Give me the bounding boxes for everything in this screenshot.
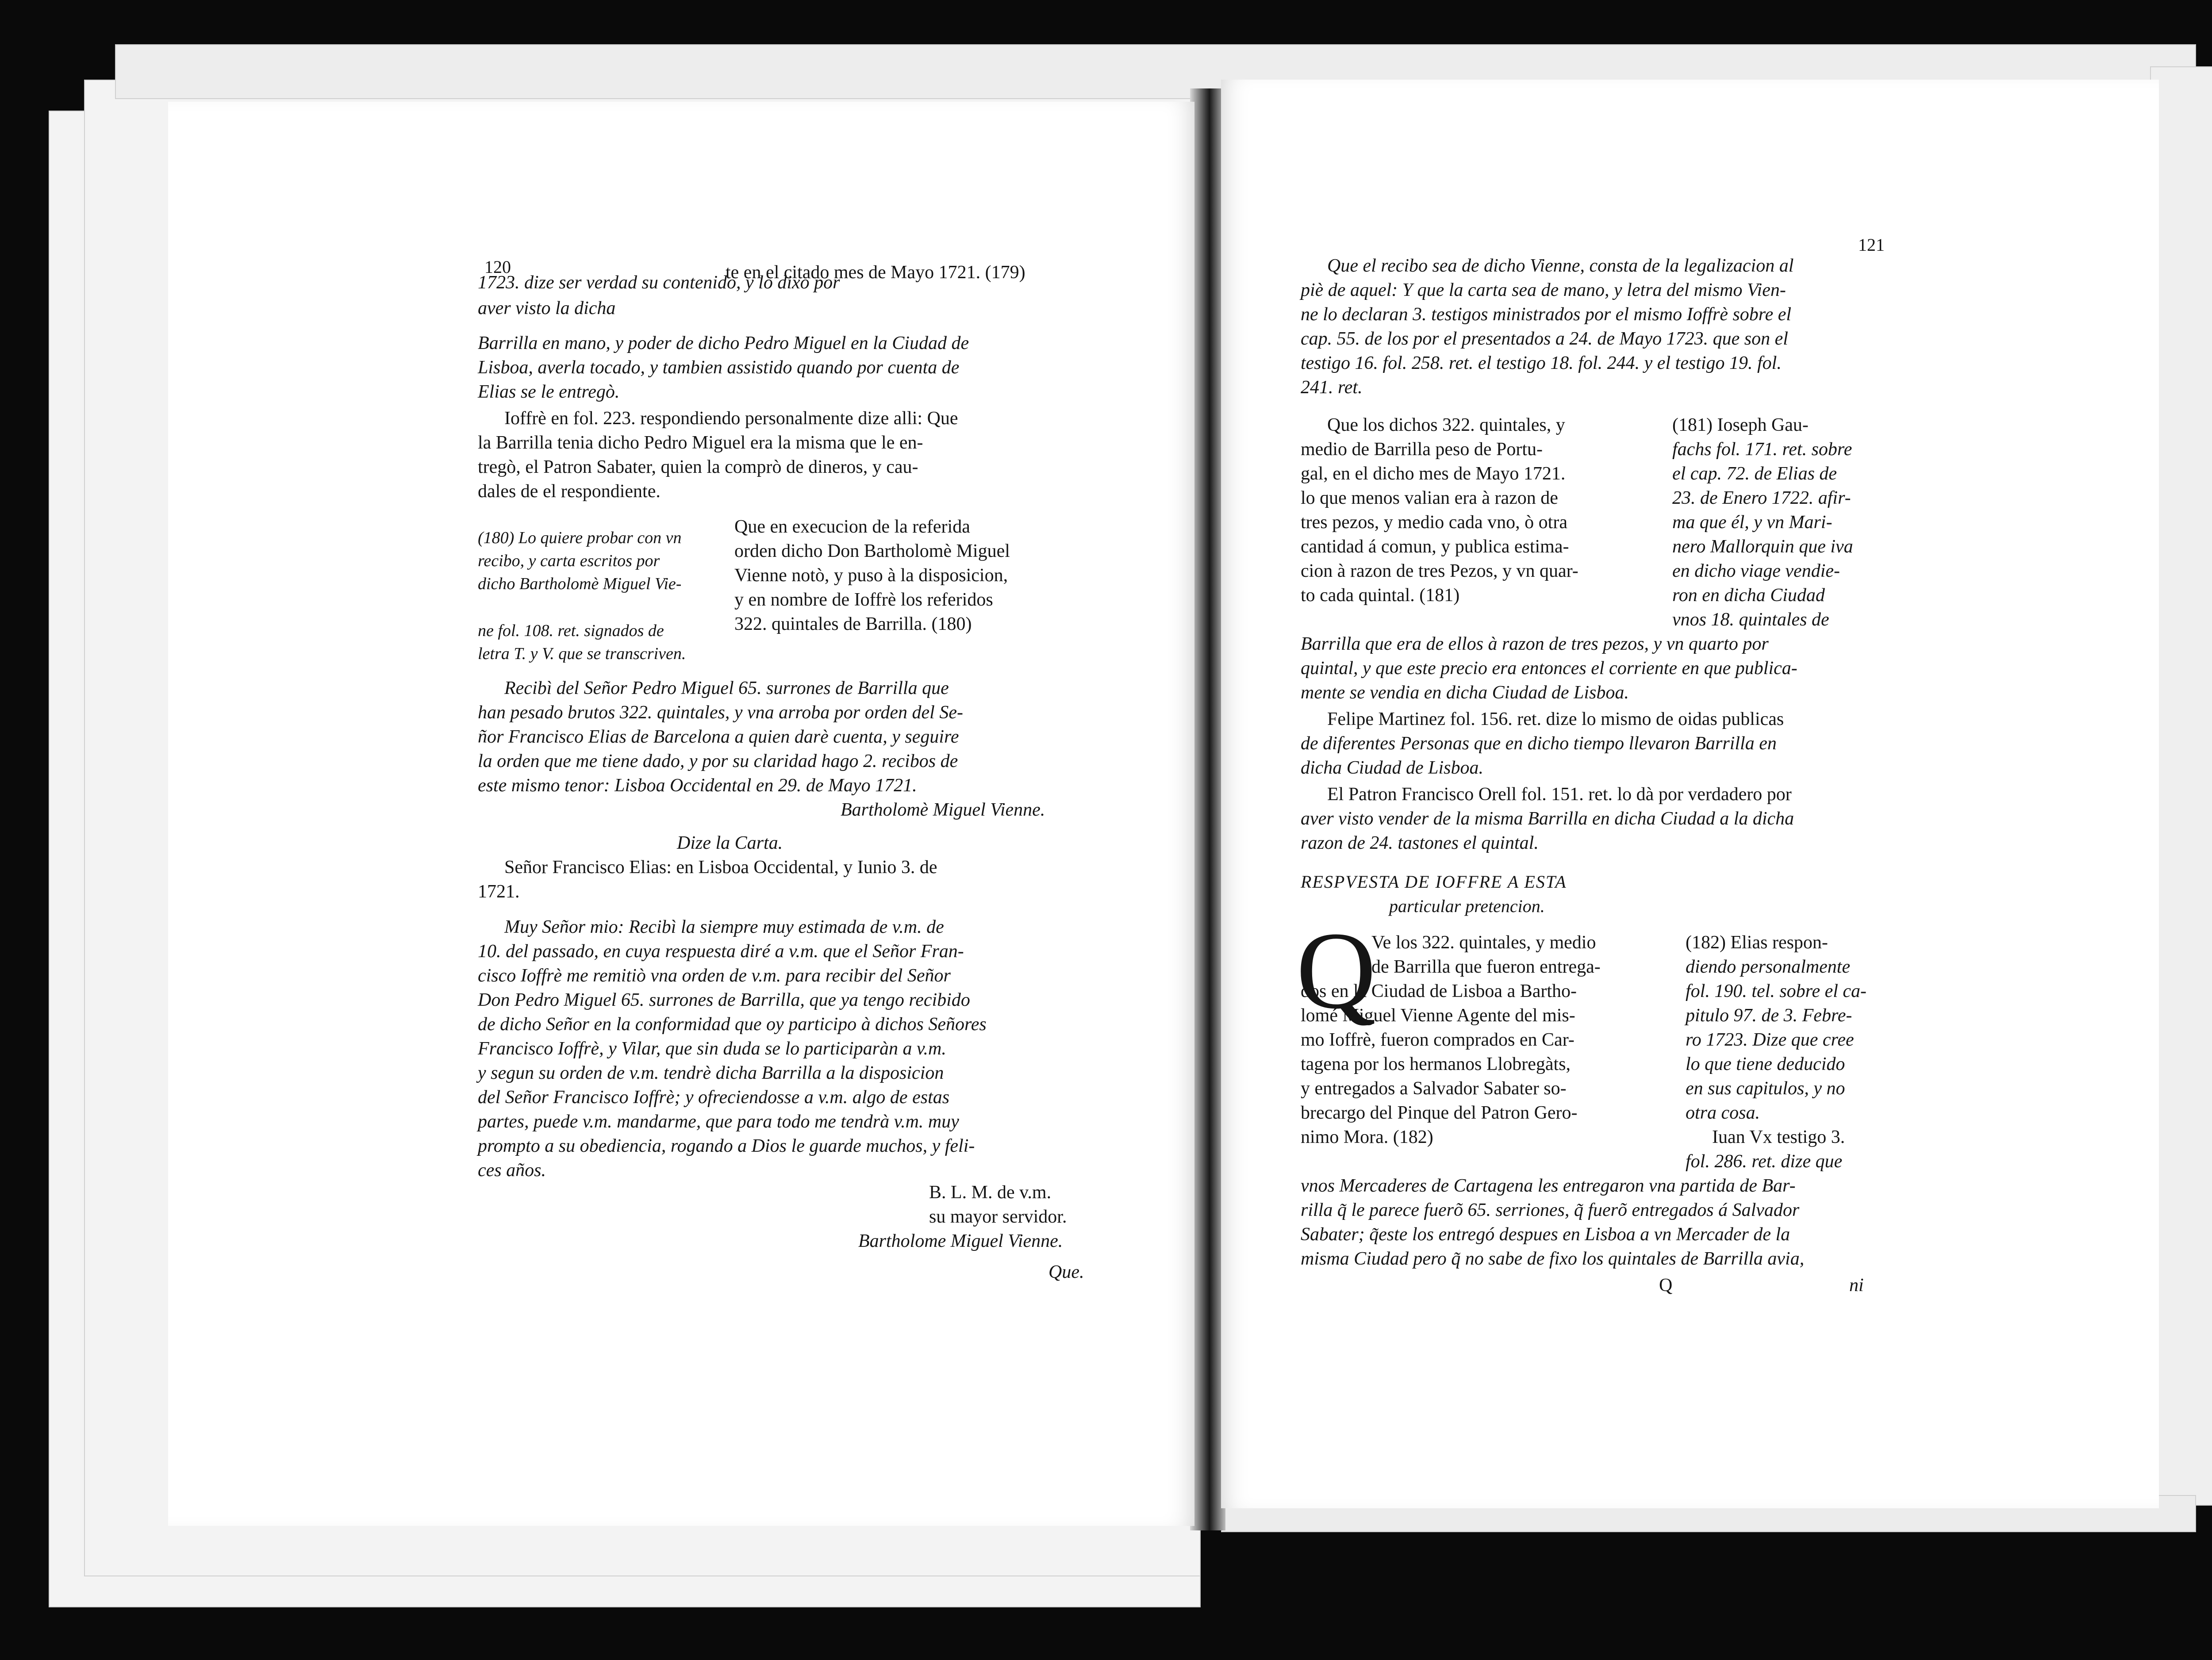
text-line: brecargo del Pinque del Patron Gero-: [1301, 1103, 1578, 1123]
text-line: cap. 55. de los por el presentados a 24. de Mayo 1723. que son el: [1301, 329, 1788, 349]
text-line: y segun su orden de v.m. tendrè dicha Barrilla a la disposicion: [478, 1063, 944, 1083]
text-line: piè de aquel: Y que la carta sea de mano, y letra del mismo Vien-: [1301, 280, 1786, 300]
text-line: mente se vendia en dicha Ciudad de Lisboa.: [1301, 682, 1629, 703]
text-line: Elias se le entregò.: [478, 382, 620, 402]
text-line: vnos Mercaderes de Cartagena les entregaron vna partida de Bar-: [1301, 1176, 1796, 1196]
text-line: Lisboa, averla tocado, y tambien assistido quando por cuenta de: [478, 357, 960, 378]
left-page: [168, 102, 1194, 1526]
marginal-note: en dicho viage vendie-: [1672, 561, 1840, 581]
drop-cap: Q: [1296, 909, 1376, 1032]
text-line: rilla q̃ le parece fuerõ 65. serriones, q̃ fuerõ entregados á Salvador: [1301, 1200, 1800, 1220]
text-line: la orden que me tiene dado, y por su claridad hago 2. recibos de: [478, 751, 958, 771]
text-line: orden dicho Don Bartholomè Miguel: [734, 541, 1010, 561]
text-line: tagena por los hermanos Llobregàts,: [1301, 1054, 1571, 1074]
text-line: B. L. M. de v.m.: [929, 1182, 1052, 1203]
text-line: Don Pedro Miguel 65. surrones de Barrilla, que ya tengo recibido: [478, 990, 970, 1010]
text-line: Que los dichos 322. quintales, y: [1327, 415, 1565, 435]
text-line: gal, en el dicho mes de Mayo 1721.: [1301, 464, 1566, 484]
marginal-note: otra cosa.: [1686, 1103, 1760, 1123]
text-line: tregò, el Patron Sabater, quien la comprò de dineros, y cau-: [478, 457, 918, 477]
text-line: mo Ioffrè, fueron comprados en Car-: [1301, 1030, 1575, 1050]
text-line: tres pezos, y medio cada vno, ò otra: [1301, 512, 1567, 533]
marginal-note: vnos 18. quintales de: [1672, 610, 1829, 630]
text-line: nimo Mora. (182): [1301, 1127, 1433, 1147]
text-line: Que el recibo sea de dicho Vienne, consta de la legalizacion al: [1327, 256, 1794, 276]
signature-mark: Q: [1659, 1275, 1673, 1296]
text-line: razon de 24. tastones el quintal.: [1301, 833, 1539, 853]
marginal-note: fachs fol. 171. ret. sobre: [1672, 439, 1852, 460]
text-line: de Barrilla que fueron entrega-: [1371, 957, 1601, 977]
page-number: 120: [484, 257, 511, 277]
text-line: y en nombre de Ioffrè los referidos: [734, 590, 993, 610]
text-line: la Barrilla tenia dicho Pedro Miguel era la misma que le en-: [478, 433, 923, 453]
text-line: cisco Ioffrè me remitiò vna orden de v.m. para recibir del Señor: [478, 966, 951, 986]
text-line: testigo 16. fol. 258. ret. el testigo 18. fol. 244. y el testigo 19. fol.: [1301, 353, 1782, 373]
text-line: Ve los 322. quintales, y medio: [1371, 932, 1596, 953]
text-line: to cada quintal. (181): [1301, 585, 1460, 606]
text-line: Francisco Ioffrè, y Vilar, que sin duda se lo participaràn a v.m.: [478, 1039, 946, 1059]
marginal-note: ma que él, y vn Mari-: [1672, 512, 1832, 533]
text-line: Iuan Vx testigo 3.: [1712, 1127, 1845, 1147]
marginal-note: fol. 190. tel. sobre el ca-: [1686, 981, 1867, 1001]
marginal-note: ne fol. 108. ret. signados de letra T. y V. que se transcriven.: [478, 621, 686, 663]
text-line: ces años.: [478, 1160, 546, 1181]
marginal-note: 23. de Enero 1722. afir-: [1672, 488, 1851, 508]
marginal-note: lo que tiene deducido: [1686, 1054, 1845, 1074]
text-line: Barrilla que era de ellos à razon de tres pezos, y vn quarto por: [1301, 634, 1769, 654]
marginal-note: ro 1723. Dize que cree: [1686, 1030, 1854, 1050]
text-line: 1721.: [478, 882, 520, 902]
text-line: fol. 286. ret. dize que: [1686, 1151, 1843, 1172]
marginal-note: (180) Lo quiere probar con vn recibo, y carta escritos por dicho Bartholomè Miguel Vie-: [478, 529, 682, 593]
text-line: de diferentes Personas que en dicho tiempo llevaron Barrilla en: [1301, 733, 1777, 754]
page-number: 121: [1858, 235, 1885, 255]
marginal-note: el cap. 72. de Elias de: [1672, 464, 1837, 484]
text-line: Dize la Carta.: [677, 833, 783, 853]
text-line: Recibì del Señor Pedro Miguel 65. surrones de Barrilla que: [504, 678, 949, 698]
signature-line: Bartholome Miguel Vienne.: [858, 1231, 1063, 1251]
text-line: prompto a su obediencia, rogando a Dios le guarde muchos, y feli-: [478, 1136, 975, 1156]
text-line: 10. del passado, en cuya respuesta diré a v.m. que el Señor Fran-: [478, 941, 964, 962]
text-line: Bartholomè Miguel Vienne.: [841, 800, 1045, 820]
text-line: dos en la Ciudad de Lisboa a Bartho-: [1301, 981, 1577, 1001]
text-line: 322. quintales de Barrilla. (180): [734, 614, 972, 634]
text-line: dicha Ciudad de Lisboa.: [1301, 758, 1484, 778]
marginal-note: nero Mallorquin que iva: [1672, 537, 1853, 557]
text-line: ñor Francisco Elias de Barcelona a quien darè cuenta, y seguire: [478, 727, 959, 747]
text-line: Señor Francisco Elias: en Lisboa Occidental, y Iunio 3. de: [504, 857, 937, 878]
book-gutter: [1190, 88, 1225, 1530]
text-line: han pesado brutos 322. quintales, y vna arroba por orden del Se-: [478, 702, 963, 723]
text-line: El Patron Francisco Orell fol. 151. ret. lo dà por verdadero por: [1327, 784, 1792, 805]
text-line: este mismo tenor: Lisboa Occidental en 29. de Mayo 1721.: [478, 775, 917, 796]
catchword: Que.: [1048, 1262, 1084, 1282]
text-line: quintal, y que este precio era entonces el corriente en que publica-: [1301, 658, 1797, 679]
text-line: y entregados a Salvador Sabater so-: [1301, 1078, 1567, 1099]
marginal-note: ron en dicha Ciudad: [1672, 585, 1825, 606]
text-line: 241. ret.: [1301, 377, 1363, 398]
catchword: ni: [1849, 1275, 1864, 1296]
marginal-note: (182) Elias respon-: [1686, 932, 1828, 953]
text-line: del Señor Francisco Ioffrè; y ofreciendosse a v.m. algo de estas: [478, 1087, 950, 1108]
text-line: 1723. dize ser verdad su contenido, y lo dixo por aver visto la dicha: [478, 272, 840, 318]
marginal-note: diendo personalmente: [1686, 957, 1851, 977]
text-line: de dicho Señor en la conformidad que oy participo à dichos Señores: [478, 1014, 987, 1035]
text-line: su mayor servidor.: [929, 1207, 1067, 1227]
marginal-note: en sus capitulos, y no: [1686, 1078, 1845, 1099]
text-line: cantidad á comun, y publica estima-: [1301, 537, 1569, 557]
marginal-note: (181) Ioseph Gau-: [1672, 415, 1809, 435]
text-line: ne lo declaran 3. testigos ministrados por el mismo Ioffrè sobre el: [1301, 304, 1792, 325]
right-page: [1221, 80, 2159, 1508]
text-line: Barrilla en mano, y poder de dicho Pedro Miguel en la Ciudad de: [478, 333, 969, 353]
text-line: te en el citado mes de Mayo 1721. (179): [726, 262, 1025, 283]
text-line: Muy Señor mio: Recibì la siempre muy estimada de v.m. de: [504, 917, 944, 937]
text-line: medio de Barrilla peso de Portu-: [1301, 439, 1543, 460]
marginal-note: pitulo 97. de 3. Febre-: [1686, 1005, 1852, 1026]
section-heading: RESPVESTA DE IOFFRE A ESTA: [1301, 872, 1567, 892]
text-line: Que en execucion de la referida: [734, 517, 970, 537]
text-line: misma Ciudad pero q̃ no sabe de fixo los quintales de Barrilla avia,: [1301, 1249, 1805, 1269]
text-line: dales de el respondiente.: [478, 481, 661, 502]
text-line: lomé Miguel Vienne Agente del mis-: [1301, 1005, 1575, 1026]
text-line: lo que menos valian era à razon de: [1301, 488, 1558, 508]
text-line: Vienne notò, y puso à la disposicion,: [734, 565, 1008, 586]
text-line: aver visto vender de la misma Barrilla en dicha Ciudad a la dicha: [1301, 809, 1794, 829]
text-line: Felipe Martinez fol. 156. ret. dize lo mismo de oidas publicas: [1327, 709, 1784, 729]
page-stack-right: [2150, 66, 2212, 1506]
text-line: partes, puede v.m. mandarme, que para todo me tendrà v.m. muy: [478, 1112, 959, 1132]
section-subheading: particular pretencion.: [1389, 896, 1545, 916]
text-line: cion à razon de tres Pezos, y vn quar-: [1301, 561, 1578, 581]
text-line: Sabater; q̃este los entregó despues en Lisboa a vn Mercader de la: [1301, 1224, 1790, 1245]
text-line: Ioffrè en fol. 223. respondiendo personalmente dize alli: Que: [504, 408, 958, 429]
